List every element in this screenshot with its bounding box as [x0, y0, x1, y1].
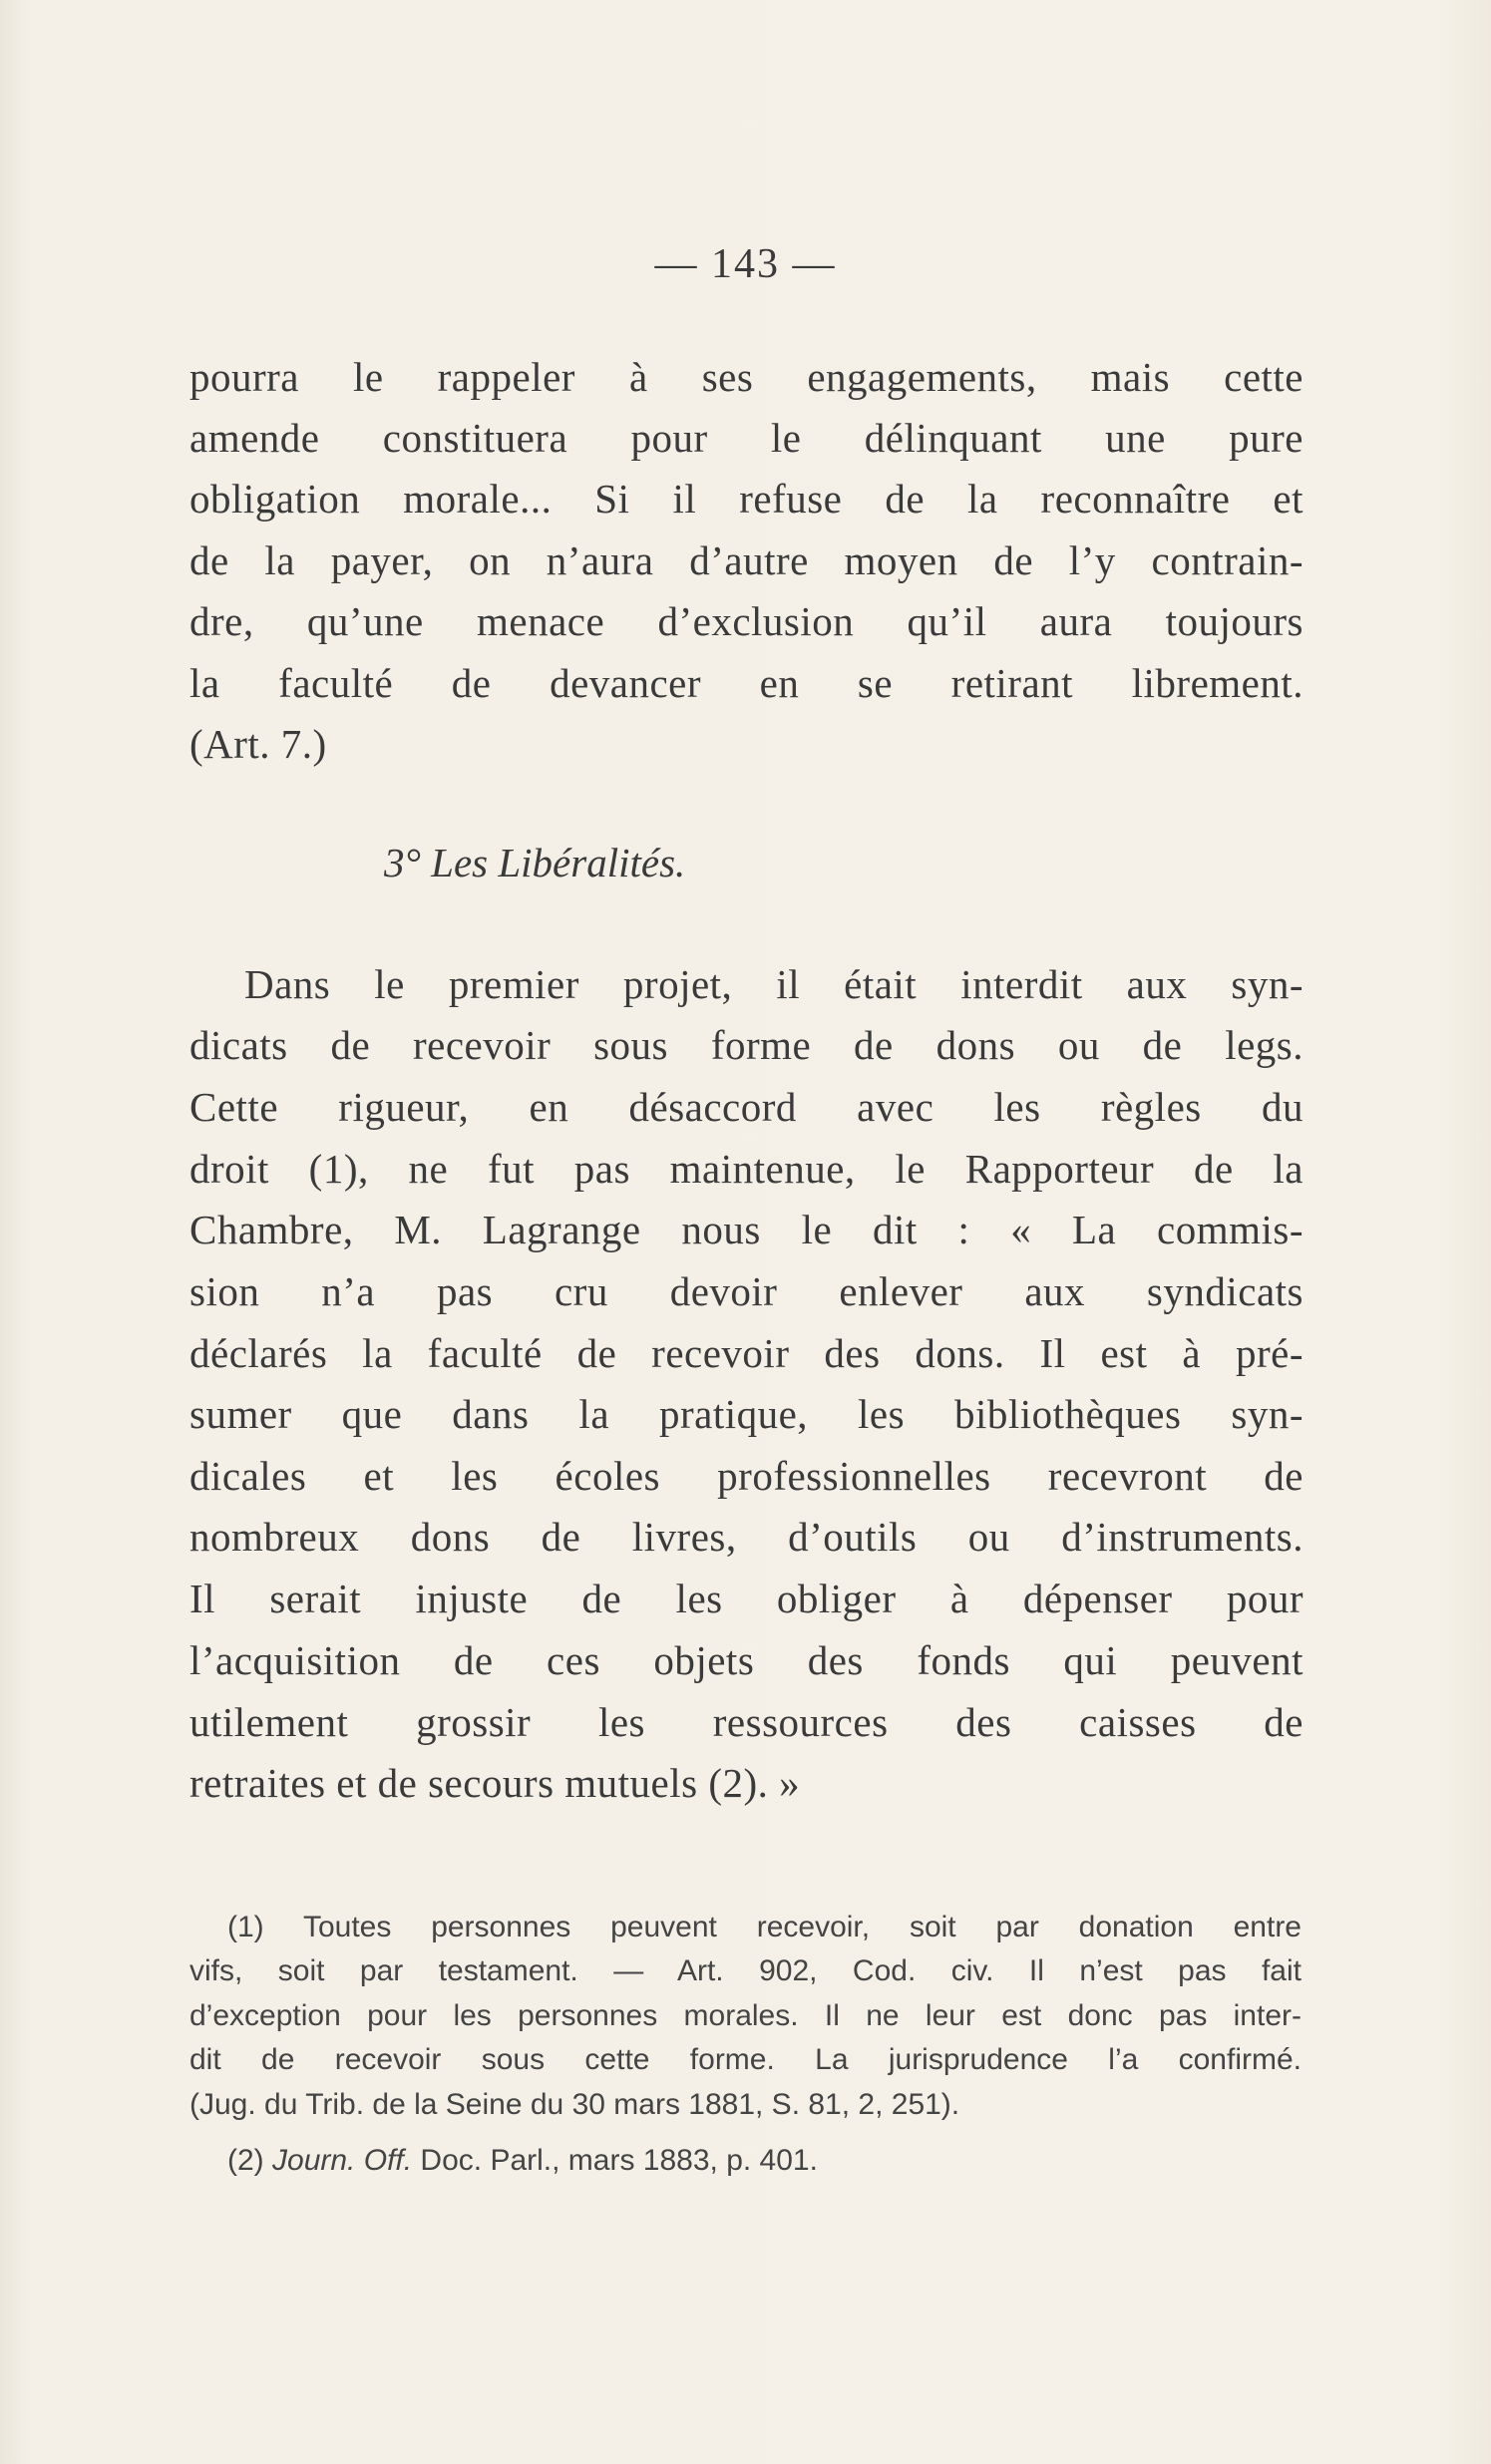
footnote-line: (Jug. du Trib. de la Seine du 30 mars 1881, S. 81, 2, 251). [189, 2088, 960, 2121]
body-line: dicales et les écoles professionnelles recevront de [189, 1453, 1304, 1499]
page-number: — 143 — [654, 241, 837, 287]
body-line: utilement grossir les ressources des caisses de [189, 1699, 1304, 1745]
body-line: dre, qu’une menace d’exclusion qu’il aura toujours [189, 598, 1304, 644]
body-line: déclarés la faculté de recevoir des dons. Il est à pré- [189, 1330, 1304, 1376]
body-line: dicats de recevoir sous forme de dons ou de legs. [189, 1022, 1304, 1068]
body-line: l’acquisition de ces objets des fonds qui peuvent [189, 1637, 1304, 1683]
footnote-line: vifs, soit par testament. — Art. 902, Cod. civ. Il n’est pas fait [189, 1954, 1302, 1987]
footnote-reference: Doc. Parl., mars 1883, p. 401. [420, 2144, 818, 2177]
footnote-line: dit de recevoir sous cette forme. La jurisprudence l’a confirmé. [189, 2043, 1302, 2076]
body-line: obligation morale... Si il refuse de la reconnaître et [189, 476, 1304, 522]
body-line: Chambre, M. Lagrange nous le dit : « La commis- [189, 1207, 1304, 1252]
body-line: (Art. 7.) [189, 721, 327, 767]
body-line: de la payer, on n’aura d’autre moyen de l’y contrain- [189, 537, 1304, 583]
footnote-journal: Journ. Off. [272, 2144, 413, 2177]
body-line: sumer que dans la pratique, les bibliothèques syn- [189, 1391, 1304, 1437]
body-line: la faculté de devancer en se retirant librement. [189, 660, 1304, 706]
footnote-line: d’exception pour les personnes morales. Il ne leur est donc pas inter- [189, 1999, 1302, 2032]
body-line: nombreux dons de livres, d’outils ou d’instruments. [189, 1514, 1304, 1560]
body-line: Dans le premier projet, il était interdit aux syn- [244, 961, 1304, 1007]
section-heading: 3° Les Libéralités. [384, 840, 686, 885]
body-line: sion n’a pas cru devoir enlever aux syndicats [189, 1268, 1304, 1314]
body-line: amende constituera pour le délinquant une pure [189, 415, 1304, 461]
body-line: retraites et de secours mutuels (2). » [189, 1760, 801, 1806]
footnote-marker: (2) [227, 2144, 264, 2177]
footnote-2 [227, 2139, 818, 2183]
body-line: pourra le rappeler à ses engagements, mais cette [189, 354, 1304, 400]
body-line: Il serait injuste de les obliger à dépenser pour [189, 1576, 1304, 1621]
footnote-line: (1) Toutes personnes peuvent recevoir, soit par donation entre [227, 1911, 1302, 1943]
body-line: Cette rigueur, en désaccord avec les règles du [189, 1084, 1304, 1130]
body-line: droit (1), ne fut pas maintenue, le Rapporteur de la [189, 1146, 1304, 1192]
